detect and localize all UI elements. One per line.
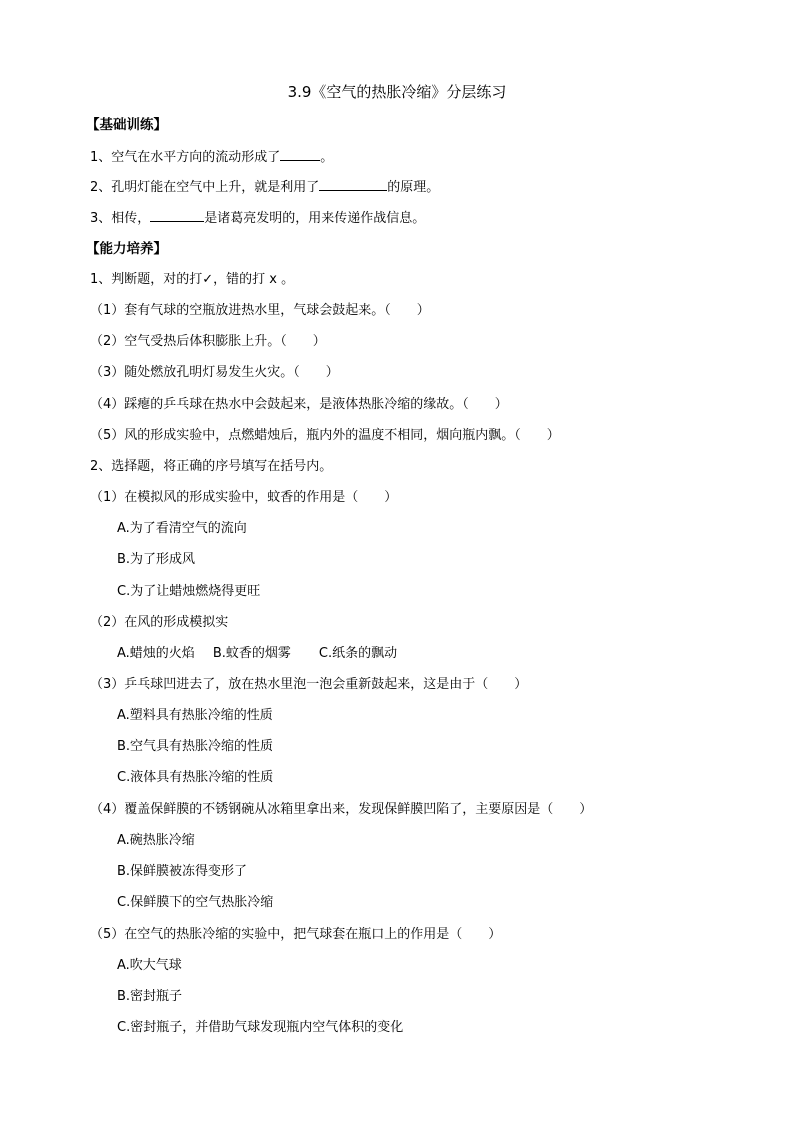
choice-q3-option-b: B.空气具有热胀冷缩的性质	[117, 739, 274, 754]
choice-q4-option-c: C.保鲜膜下的空气热胀冷缩	[117, 895, 274, 910]
basic-q2-text: 2、孔明灯能在空气中上升，就是利用了	[90, 180, 320, 195]
choice-q2-option-c: C.纸条的飘动	[318, 646, 398, 661]
basic-q3-text: 3、相传，	[90, 211, 151, 226]
choice-q3-option-a: A.塑料具有热胀冷缩的性质	[117, 708, 273, 723]
judge-item-2: （2）空气受热后体积膨胀上升。（ ）	[90, 334, 326, 349]
basic-question-3	[90, 208, 425, 228]
choice-q3-stem: （3）乒乓球凹进去了，放在热水里泡一泡会重新鼓起来，这是由于（ ）	[90, 677, 528, 692]
choice-q5-option-a: A.吹大气球	[117, 958, 182, 973]
choice-q4-option-a: A.碗热胀冷缩	[117, 833, 195, 848]
choice-q2-options	[117, 645, 397, 663]
choice-q1-stem: （1）在模拟风的形成实验中，蚊香的作用是（ ）	[90, 490, 398, 505]
basic-section-heading: 【基础训练】	[86, 117, 167, 133]
basic-question-2	[90, 177, 439, 197]
ability-section-heading: 【能力培养】	[86, 241, 167, 257]
choice-q4-option-b: B.保鲜膜被冻得变形了	[117, 864, 248, 879]
judge-item-1: （1）套有气球的空瓶放进热水里，气球会鼓起来。（ ）	[90, 303, 430, 318]
choice-q3-option-c: C.液体具有热胀冷缩的性质	[117, 770, 274, 785]
choice-intro: 2、选择题，将正确的序号填写在括号内。	[90, 459, 333, 474]
basic-question-1	[90, 147, 333, 167]
choice-q1-option-c: C.为了让蜡烛燃烧得更旺	[117, 584, 261, 599]
basic-q1-blank	[280, 147, 320, 161]
basic-q1-end: 。	[320, 150, 334, 165]
worksheet-title: 3.9《空气的热胀冷缩》分层练习	[287, 83, 507, 101]
basic-q3-end: 是诸葛亮发明的，用来传递作战信息。	[204, 211, 426, 226]
judge-item-3: （3）随处燃放孔明灯易发生火灾。（ ）	[90, 365, 339, 380]
choice-q2-option-a: A.蜡烛的火焰	[117, 646, 195, 661]
basic-q2-blank	[319, 177, 387, 191]
judge-intro: 1、判断题，对的打✓，错的打 x 。	[90, 272, 295, 287]
judge-item-5: （5）风的形成实验中，点燃蜡烛后，瓶内外的温度不相同，烟向瓶内飘。（ ）	[90, 428, 560, 443]
judge-item-4: （4）踩瘪的乒乓球在热水中会鼓起来，是液体热胀冷缩的缘故。（ ）	[90, 397, 508, 412]
choice-q5-stem: （5）在空气的热胀冷缩的实验中，把气球套在瓶口上的作用是（ ）	[90, 927, 502, 942]
choice-q1-option-a: A.为了看清空气的流向	[117, 521, 247, 536]
basic-q1-text: 1、空气在水平方向的流动形成了	[90, 150, 281, 165]
basic-q2-end: 的原理。	[387, 180, 440, 195]
choice-q1-option-b: B.为了形成风	[117, 552, 196, 567]
choice-q2-option-b: B.蚊香的烟雾	[212, 646, 291, 661]
choice-q2-stem: （2）在风的形成模拟实	[90, 615, 229, 630]
choice-q4-stem: （4）覆盖保鲜膜的不锈钢碗从冰箱里拿出来，发现保鲜膜凹陷了，主要原因是（ ）	[90, 802, 593, 817]
choice-q5-option-c: C.密封瓶子，并借助气球发现瓶内空气体积的变化	[117, 1020, 404, 1035]
basic-q3-blank	[150, 208, 204, 222]
choice-q5-option-b: B.密封瓶子	[117, 989, 183, 1004]
